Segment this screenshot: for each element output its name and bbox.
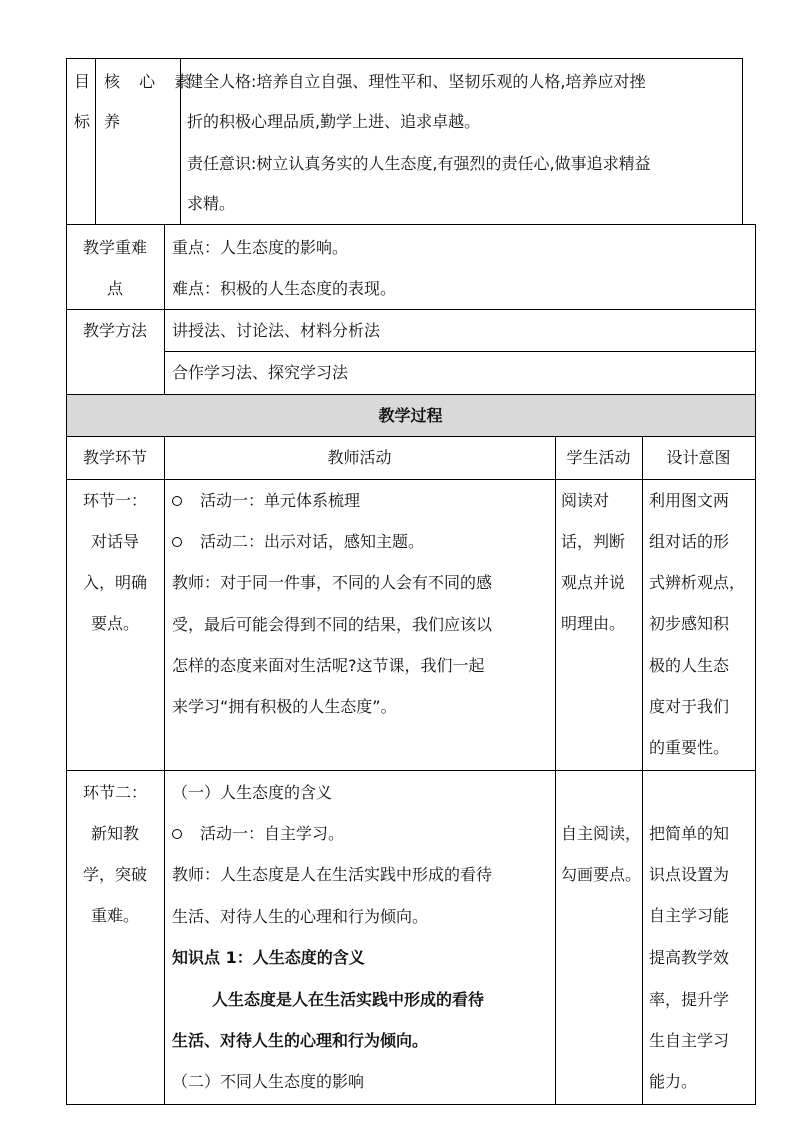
design-intent-line: 利用图文两: [649, 491, 730, 510]
knowledge-point-line: 人生态度是人在生活实践中形成的看待: [212, 990, 485, 1009]
grid-line: [164, 436, 165, 1105]
student-activity-line: 自主阅读，: [561, 824, 642, 843]
teacher-text-line: 生活、对待人生的心理和行为倾向。: [172, 907, 429, 926]
key-points-label-line: 点: [106, 279, 123, 298]
stage-line: 环节一：: [82, 491, 147, 510]
stage-line: 重难。: [90, 906, 139, 925]
design-intent-line: 度对于我们: [649, 697, 730, 716]
grid-line: [555, 436, 556, 1105]
design-intent-line: 能力。: [649, 1072, 698, 1091]
activity-line: 活动二：出示对话，感知主题。: [200, 532, 425, 551]
grid-line: [66, 224, 67, 1105]
grid-line: [66, 309, 755, 310]
teacher-text-line: 来学习“拥有积极的人生态度”。: [172, 697, 397, 716]
design-intent-line: 初步感知积: [649, 614, 730, 633]
key-points-label-line: 教学重难: [82, 238, 147, 257]
circle-bullet-icon: [172, 829, 182, 839]
header-design-intent: 设计意图: [666, 448, 731, 467]
methods-line: 合作学习法、探究学习法: [172, 363, 349, 382]
grid-line: [66, 58, 743, 59]
methods-line: 讲授法、讨论法、材料分析法: [172, 321, 381, 340]
design-intent-line: 把简单的知: [649, 824, 730, 843]
design-intent-line: 的重要性。: [649, 738, 730, 757]
core-literacy-label-line: 核 心 素: [104, 72, 198, 91]
design-intent-line: 生自主学习: [649, 1031, 730, 1050]
design-intent-line: 自主学习能: [649, 906, 730, 925]
stage-line: 要点。: [90, 614, 139, 633]
design-intent-line: 提高教学效: [649, 948, 730, 967]
grid-line: [66, 58, 67, 225]
student-activity-line: 明理由。: [561, 614, 626, 633]
subtitle-line: （二）不同人生态度的影响: [172, 1072, 365, 1091]
student-activity-line: 阅读对: [561, 491, 610, 510]
knowledge-point-line: 生活、对待人生的心理和行为倾向。: [172, 1031, 429, 1050]
goal-label-line: 目: [74, 72, 91, 91]
goal-content-line: 折的积极心理品质,勤学上进、追求卓越。: [187, 112, 481, 131]
grid-line: [642, 436, 643, 1105]
student-activity-line: 观点并说: [561, 573, 626, 592]
goal-content-line: 求精。: [187, 194, 236, 213]
goal-content-line: 健全人格:培养自立自强、理性平和、坚韧乐观的人格,培养应对挫: [187, 72, 646, 91]
knowledge-point-title: 知识点 1：人生态度的含义: [172, 948, 365, 967]
design-intent-line: 识点设置为: [649, 865, 730, 884]
teacher-text-line: 受，最后可能会得到不同的结果，我们应该以: [172, 615, 493, 634]
stage-line: 环节二：: [82, 783, 147, 802]
design-intent-line: 率，提升学: [649, 990, 730, 1009]
design-intent-line: 式辨析观点，: [649, 573, 746, 592]
student-activity-line: 话，判断: [561, 532, 626, 551]
activity-line: 活动一：单元体系梳理: [200, 491, 361, 510]
core-literacy-label-line: 养: [104, 112, 121, 131]
teacher-text-line: 怎样的态度来面对生活呢?这节课，我们一起: [172, 656, 485, 675]
design-intent-line: 组对话的形: [649, 532, 730, 551]
design-intent-line: 极的人生态: [649, 656, 730, 675]
student-activity-line: 勾画要点。: [561, 865, 642, 884]
subtitle-line: （一）人生态度的含义: [172, 783, 333, 802]
activity-line: 活动一：自主学习。: [200, 824, 345, 843]
circle-bullet-icon: [172, 537, 182, 547]
grid-line: [66, 224, 755, 225]
teacher-text-line: 教师：人生态度是人在生活实践中形成的看待: [172, 865, 493, 884]
stage-line: 新知教: [90, 824, 139, 843]
grid-line: [755, 224, 756, 1105]
grid-line: [66, 770, 755, 771]
difficult-point-line: 难点：积极的人生态度的表现。: [172, 279, 397, 298]
key-point-line: 重点：人生态度的影响。: [172, 238, 349, 257]
grid-line: [95, 58, 96, 225]
header-stage: 教学环节: [82, 448, 147, 467]
header-student-activity: 学生活动: [566, 448, 631, 467]
stage-line: 学，突破: [82, 865, 147, 884]
process-title: 教学过程: [378, 406, 443, 425]
stage-line: 入，明确: [82, 573, 147, 592]
header-teacher-activity: 教师活动: [327, 448, 392, 467]
grid-line: [66, 1104, 755, 1105]
teacher-text-line: 教师：对于同一件事，不同的人会有不同的感: [172, 573, 493, 592]
stage-line: 对话导: [90, 532, 139, 551]
goal-content-line: 责任意识:树立认真务实的人生态度,有强烈的责任心,做事追求精益: [187, 154, 651, 173]
methods-label: 教学方法: [82, 321, 147, 340]
grid-line: [742, 58, 743, 225]
goal-label-line: 标: [74, 112, 91, 131]
circle-bullet-icon: [172, 496, 182, 506]
